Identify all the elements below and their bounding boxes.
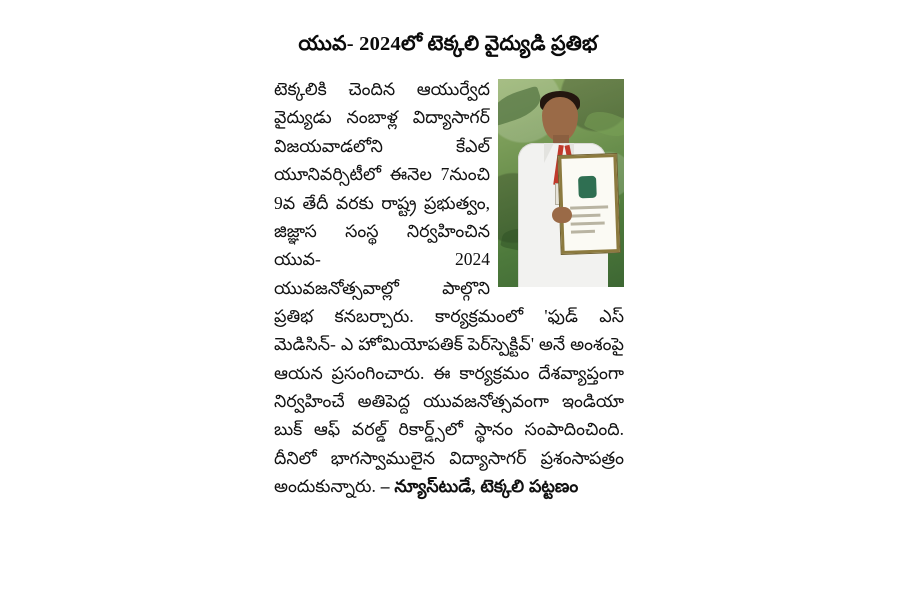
- certificate-text-line: [570, 214, 600, 218]
- person-hand: [552, 207, 572, 223]
- newspaper-clipping: [268, 18, 628, 578]
- article-photo: [498, 79, 624, 287]
- page-title: యువ- 2024లో టెక్కలి వైద్యుడి ప్రతిభ: [298, 33, 598, 55]
- certificate-frame: [558, 154, 619, 254]
- shirt-collar-left: [544, 143, 554, 163]
- certificate-seal-icon: [578, 176, 597, 199]
- article-body: [268, 75, 628, 500]
- article-text: టెక్కలికి చెందిన ఆయుర్వేద వైద్యుడు నంబాళ్ల విద్యాసాగర్ విజయవాడలోని కేఎల్ యూనివర్సిటీలో ఈనెల 7నుంచి 9వ తేదీ వరకు రాష్ట్ర ప్రభుత్వం, జిజ్ఞాస సంస్థ నిర్వహించిన యువ- 2024 యువజనోత్సవాల్లో పాల్గొని ప్రతిభ కనబర్చారు. కార్యక్రమంలో 'ఫుడ్‌ ఎస్‌ మెడిసిన్‌- ఎ హోమియోపతిక్‌ పెర్‌స్పెక్టివ్‌' అనే అంశంపై ఆయన ప్రసంగించారు. ఈ కార్యక్రమం దేశవ్యాప్తంగా నిర్వహించే అతిపెద్ద యువజనోత్సవంగా ఇండియా బుక్‌ ఆఫ్‌ వరల్డ్‌ రికార్డ్స్‌లో స్థానం సంపాదించింది. దీనిలో భాగస్వాములైన విద్యాసాగర్‌ ప్రశంసాపత్రం అందుకున్నారు.: [274, 79, 624, 496]
- certificate-text-line: [571, 230, 595, 234]
- certificate-text-line: [571, 222, 605, 226]
- certificate-text-line: [570, 205, 608, 209]
- article-credit: – న్యూస్‌టుడే, టెక్కలి పట్టణం: [380, 475, 579, 496]
